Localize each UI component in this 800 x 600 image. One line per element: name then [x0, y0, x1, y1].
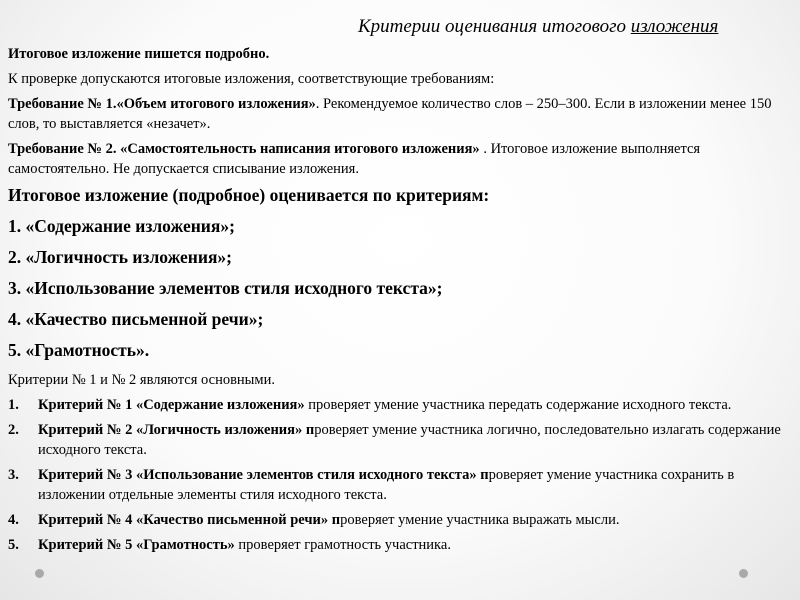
criteria-list-item-3: 3. «Использование элементов стиля исходного текста»;	[8, 278, 443, 298]
page-title	[358, 16, 718, 38]
criterion-title: Критерий № 5 «Грамотность»	[38, 537, 235, 553]
slide-content	[8, 44, 788, 560]
intro-line-2: К проверке допускаются итоговые изложения, соответствующие требованиям:	[8, 71, 495, 87]
requirement-1	[8, 94, 788, 134]
criterion-number: 3.	[8, 467, 19, 483]
requirement-2-title: Требование № 2. «Самостоятельность написания итогового изложения»	[8, 141, 480, 157]
criteria-heading: Итоговое изложение (подробное) оценивается по критериям:	[8, 185, 490, 205]
criterion-detail-4	[8, 510, 788, 530]
criterion-title: Критерий № 3 «Использование элементов стиля исходного текста» п	[38, 467, 489, 483]
criteria-list	[8, 215, 788, 362]
criterion-text: проверяет грамотность участника.	[234, 537, 451, 553]
criterion-detail-2	[8, 420, 788, 460]
criterion-detail-1	[8, 395, 788, 415]
main-criteria-note: Критерии № 1 и № 2 являются основными.	[8, 372, 275, 388]
criterion-title: Критерий № 1 «Содержание изложения»	[38, 397, 305, 413]
criteria-list-item-4: 4. «Качество письменной речи»;	[8, 309, 264, 329]
requirement-2-text: . Итоговое изложение выполняется самостоятельно. Не допускается списывание изложения.	[8, 141, 701, 177]
requirement-1-title: Требование № 1.«Объем итогового изложения»	[8, 96, 316, 112]
criterion-title: Критерий № 4 «Качество письменной речи» п	[38, 512, 341, 528]
criterion-text: роверяет умение участника сохранить в изложении отдельные элементы стиля исходного текста.	[38, 467, 735, 503]
title-text: Критерии оценивания итогового	[358, 16, 631, 37]
criterion-text: роверяет умение участника выражать мысли.	[340, 512, 620, 528]
criteria-list-item-5: 5. «Грамотность».	[8, 340, 150, 360]
decorative-dot-left	[35, 569, 44, 578]
criterion-number: 4.	[8, 512, 19, 528]
criterion-number: 1.	[8, 397, 19, 413]
criterion-number: 2.	[8, 422, 19, 438]
decorative-dot-right	[739, 569, 748, 578]
criterion-title: Критерий № 2 «Логичность изложения» п	[38, 422, 315, 438]
criterion-text: проверяет умение участника передать содержание исходного текста.	[304, 397, 732, 413]
criteria-details-list	[8, 395, 788, 555]
criterion-number: 5.	[8, 537, 19, 553]
criterion-text: роверяет умение участника логично, последовательно излагать содержание исходного текста.	[38, 422, 781, 458]
criterion-detail-5	[8, 535, 788, 555]
criterion-detail-3	[8, 465, 788, 505]
criteria-list-item-1: 1. «Содержание изложения»;	[8, 216, 235, 236]
intro-line-1: Итоговое изложение пишется подробно.	[8, 46, 270, 62]
requirement-1-text: . Рекомендуемое количество слов – 250–300. Если в изложении менее 150 слов, то выставляется «незачет».	[8, 96, 772, 132]
requirement-2	[8, 139, 788, 179]
criteria-list-item-2: 2. «Логичность изложения»;	[8, 247, 233, 267]
title-underlined-word: изложения	[630, 16, 719, 37]
